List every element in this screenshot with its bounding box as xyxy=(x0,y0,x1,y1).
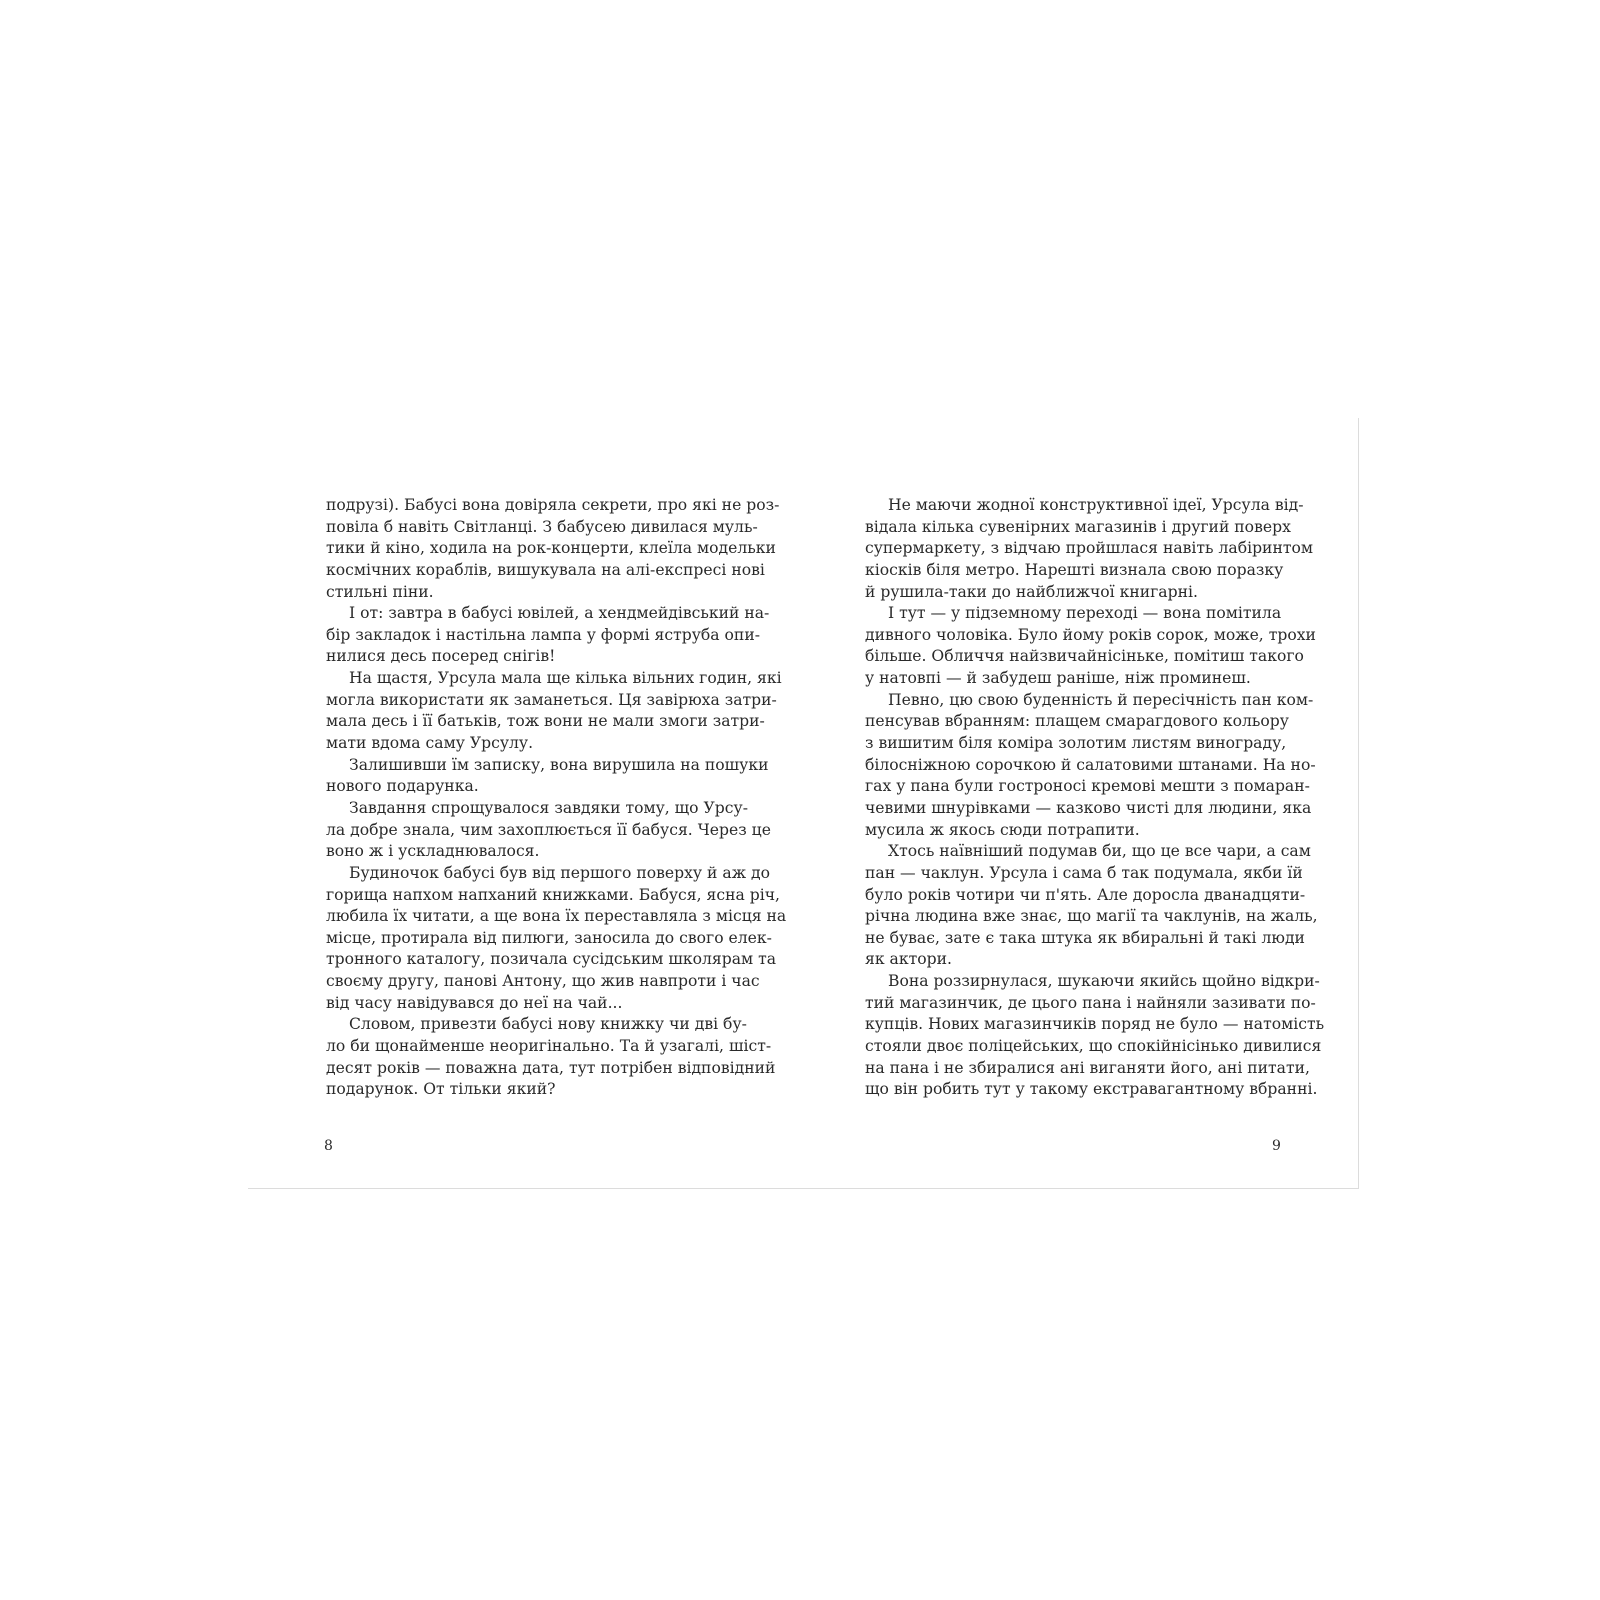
text-line: десят років — поважна дата, тут потрібен відповідний xyxy=(326,1058,776,1077)
text-line: стояли двоє поліцейських, що спокійнісінько дивилися xyxy=(865,1037,1322,1056)
text-line: що він робить тут у такому екстравагантному вбранні. xyxy=(865,1080,1318,1099)
text-line: Хтось наївніший подумав би, що це все чари, а сам xyxy=(888,842,1311,861)
text-line: тронного каталогу, позичала сусідським школярам та xyxy=(326,950,776,969)
text-line: пан — чаклун. Урсула і сама б так подумала, якби їй xyxy=(865,863,1303,882)
text-line: й рушила-таки до найближчої книгарні. xyxy=(865,582,1198,601)
text-line: від часу навідувався до неї на чай... xyxy=(326,993,623,1012)
text-line: супермаркету, з відчаю пройшлася навіть лабіринтом xyxy=(865,539,1313,558)
text-line: мала десь і її батьків, тож вони не мали змоги затри- xyxy=(326,712,765,731)
text-line: нового подарунка. xyxy=(326,777,479,796)
text-line: дивного чоловіка. Було йому років сорок, може, трохи xyxy=(865,625,1316,644)
text-line: мусила ж якось сюди потрапити. xyxy=(865,820,1140,839)
text-line: тий магазинчик, де цього пана і найняли зазивати по- xyxy=(865,993,1316,1012)
text-line: більше. Обличчя найзвичайнісіньке, помітиш такого xyxy=(865,647,1304,666)
text-line: гах у пана були гостроносі кремові мешти з помаран- xyxy=(865,777,1310,796)
text-line: мати вдома саму Урсулу. xyxy=(326,734,534,753)
text-line: тики й кіно, ходила на рок-концерти, клеїла модельки xyxy=(326,539,776,558)
text-line: І от: завтра в бабусі ювілей, а хендмейдівський на- xyxy=(349,604,770,623)
text-line: своєму другу, панові Антону, що жив навпроти і час xyxy=(326,972,760,991)
text-line: повіла б навіть Світланці. З бабусею дивилася муль- xyxy=(326,517,758,536)
text-line: місце, протирала від пилюги, заносила до свого елек- xyxy=(326,928,772,947)
text-line: нилися десь посеред снігів! xyxy=(326,647,556,666)
text-line: горища напхом напханий книжками. Бабуся, ясна річ, xyxy=(326,885,780,904)
text-line: не буває, зате є така штука як вбиральні й такі люди xyxy=(865,928,1305,947)
text-line: купців. Нових магазинчиків поряд не було — натомість xyxy=(865,1015,1325,1034)
text-line: кіосків біля метро. Нарешті визнала свою поразку xyxy=(865,560,1284,579)
text-line: Залишивши їм записку, вона вирушила на пошуки xyxy=(349,755,769,774)
text-line: Вона роззирнулася, шукаючи якийсь щойно відкри- xyxy=(888,972,1320,991)
text-line: стильні піни. xyxy=(326,582,434,601)
text-line: з вишитим біля коміра золотим листям винограду, xyxy=(865,734,1287,753)
text-line: ло би щонайменше неоригінально. Та й узагалі, шіст- xyxy=(326,1037,772,1056)
text-line: у натовпі — й забудеш раніше, ніж проминеш. xyxy=(865,669,1251,688)
text-line: Не маючи жодної конструктивної ідеї, Урсула від- xyxy=(888,496,1304,514)
text-line: І тут — у підземному переході — вона помітила xyxy=(888,604,1282,623)
text-line: пенсував вбранням: плащем смарагдового кольору xyxy=(865,712,1289,731)
text-line: Словом, привезти бабусі нову книжку чи дві бу- xyxy=(349,1015,747,1034)
text-line: чевими шнурівками — казково чисті для людини, яка xyxy=(865,798,1312,817)
left-page-text xyxy=(326,495,787,1101)
text-line: На щастя, Урсула мала ще кілька вільних годин, які xyxy=(349,669,782,688)
text-line: було років чотири чи п'ять. Але доросла дванадцяти- xyxy=(865,885,1306,904)
text-line: любила їх читати, а ще вона їх переставляла з місця на xyxy=(326,907,787,926)
text-line: воно ж і ускладнювалося. xyxy=(326,842,540,861)
text-line: на пана і не збиралися ані виганяти його, ані питати, xyxy=(865,1058,1310,1077)
text-line: Певно, цю свою буденність й пересічність пан ком- xyxy=(888,690,1314,709)
text-line: подарунок. От тільки який? xyxy=(326,1080,556,1099)
text-line: ла добре знала, чим захоплюється її бабуся. Через це xyxy=(326,820,771,839)
text-line: як актори. xyxy=(865,950,952,969)
left-page-number: 8 xyxy=(324,1138,333,1154)
right-page-number: 9 xyxy=(1272,1138,1281,1154)
text-line: космічних кораблів, вишукувала на алі-експресі нові xyxy=(326,560,765,579)
text-line: відала кілька сувенірних магазинів і другий поверх xyxy=(865,517,1291,536)
text-line: річна людина вже знає, що магії та чаклунів, на жаль, xyxy=(865,907,1318,926)
right-page-text xyxy=(865,495,1325,1101)
text-line: бір закладок і настільна лампа у формі яструба опи- xyxy=(326,625,760,644)
text-line: подрузі). Бабусі вона довіряла секрети, про які не роз- xyxy=(326,496,780,514)
text-line: Будиночок бабусі був від першого поверху й аж до xyxy=(349,863,771,882)
text-line: білосніжною сорочкою й салатовими штанами. На но- xyxy=(865,755,1316,774)
text-line: Завдання спрощувалося завдяки тому, що Урсу- xyxy=(349,798,748,817)
text-line: могла використати як заманеться. Ця завірюха затри- xyxy=(326,690,777,709)
